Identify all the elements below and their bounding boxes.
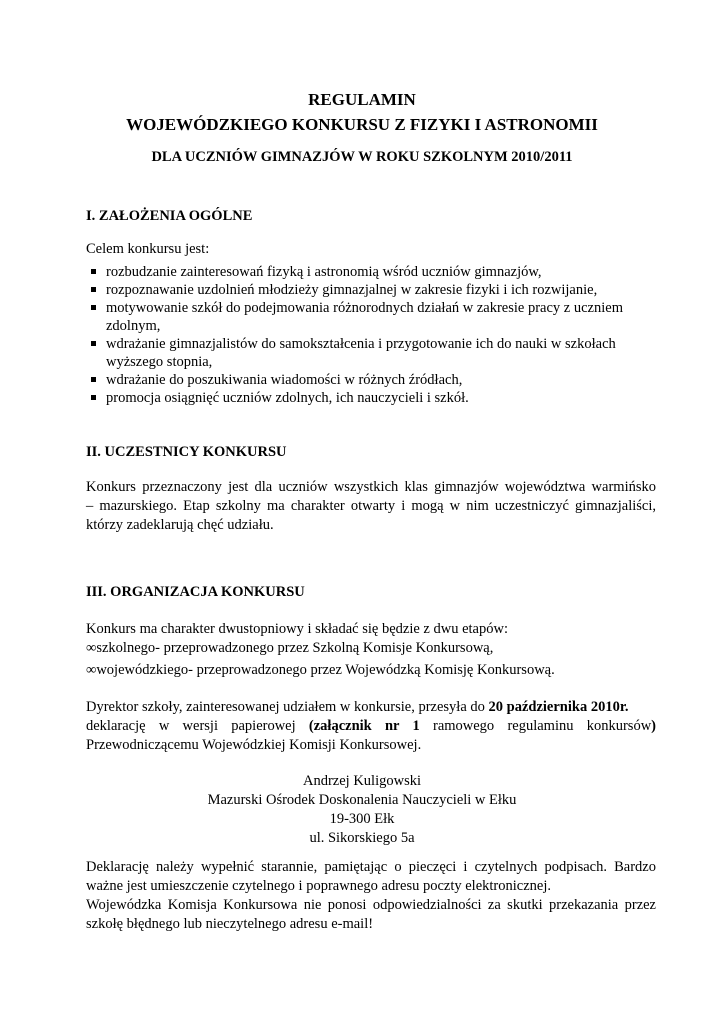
paragraph-line: ważne jest umieszczenie czytelnego i poprawnego adresu poczty elektronicznej. [86,878,551,894]
section-3-heading: III. ORGANIZACJA KONKURSU [86,584,305,600]
list-item-text: wdrażanie gimnazjalistów do samokształcenia i przygotowanie ich do nauki w szkołach wyższego stopnia, [106,336,616,370]
stage-voivodeship: ∞wojewódzkiego- przeprowadzonego przez Wojewódzką Komisję Konkursową. [86,662,555,678]
doc-title-contest: WOJEWÓDZKIEGO KONKURSU Z FIZYKI I ASTRONOMII [126,115,598,134]
address-institution: Mazurski Ośrodek Doskonalenia Nauczycieli w Ełku [207,792,517,808]
list-item [86,281,666,299]
list-item [86,299,666,335]
bullet-icon [91,269,96,274]
bullet-icon [91,377,96,382]
deadline-text: Dyrektor szkoły, zainteresowanej udziałem w konkursie, przesyła do [86,699,489,715]
paragraph-line: Konkurs przeznaczony jest dla uczniów wszystkich klas gimnazjów województwa warmińsko [86,479,656,495]
section-3-paragraph-2 [86,858,656,934]
section-1-heading: I. ZAŁOŻENIA OGÓLNE [86,208,253,224]
paragraph-line: Deklarację należy wypełnić starannie, pamiętając o pieczęci i czytelnych podpisach. Bardzo [86,859,656,875]
address-postal: 19-300 Ełk [329,811,395,827]
section-1-intro: Celem konkursu jest: [86,241,210,257]
stage-school: ∞szkolnego- przeprowadzonego przez Szkolną Komisje Konkursową, [86,640,494,656]
section-2-paragraph [86,478,656,535]
regulation-text: ramowego regulaminu konkursów [419,718,652,734]
address-street: ul. Sikorskiego 5a [309,830,415,846]
list-item-text: rozbudzanie zainteresowań fizyką i astronomią wśród uczniów gimnazjów, [106,264,542,280]
doc-subtitle: DLA UCZNIÓW GIMNAZJÓW W ROKU SZKOLNYM 2010/2011 [151,149,573,165]
declaration-text: deklarację w wersji papierowej [86,718,309,734]
section-2-heading: II. UCZESTNICY KONKURSU [86,444,287,460]
paragraph-line [86,717,656,736]
paragraph-line [86,698,656,717]
paragraph-line: Przewodniczącemu Wojewódzkiej Komisji Konkursowej. [86,737,422,753]
attachment-ref: (załącznik nr 1 [308,718,420,734]
section-3-paragraph-1 [86,698,656,755]
goals-list [86,263,666,407]
list-item-text: promocja osiągnięć uczniów zdolnych, ich nauczycieli i szkół. [106,390,469,406]
paragraph-line: szkołę błędnego lub nieczytelnego adresu e-mail! [86,916,374,932]
list-item-text: motywowanie szkół do podejmowania różnorodnych działań w zakresie pracy z uczniem zdolnym, [106,300,623,334]
list-item-text: rozpoznawanie uzdolnień młodzieży gimnazjalnej w zakresie fizyki i ich rozwijanie, [106,282,598,298]
list-item-text: wdrażanie do poszukiwania wiadomości w różnych źródłach, [106,372,463,388]
paragraph-line: – mazurskiego. Etap szkolny ma charakter otwarty i mogą w nim uczestniczyć gimnazjaliści, [86,498,656,514]
paragraph-line: Wojewódzka Komisja Konkursowa nie ponosi odpowiedzialności za skutki przekazania przez [86,897,656,913]
list-item [86,389,666,407]
deadline-date: 20 października 2010r. [488,699,629,715]
list-item [86,371,666,389]
address-block [0,772,724,848]
address-name: Andrzej Kuligowski [303,773,421,789]
list-item [86,263,666,281]
bullet-icon [91,341,96,346]
bullet-icon [91,287,96,292]
paragraph-line: którzy zadeklarują chęć udziału. [86,517,274,533]
list-item [86,335,666,371]
closing-paren: ) [651,718,657,734]
bullet-icon [91,305,96,310]
bullet-icon [91,395,96,400]
doc-title: REGULAMIN [308,90,416,109]
section-3-intro: Konkurs ma charakter dwustopniowy i składać się będzie z dwu etapów: [86,621,508,637]
